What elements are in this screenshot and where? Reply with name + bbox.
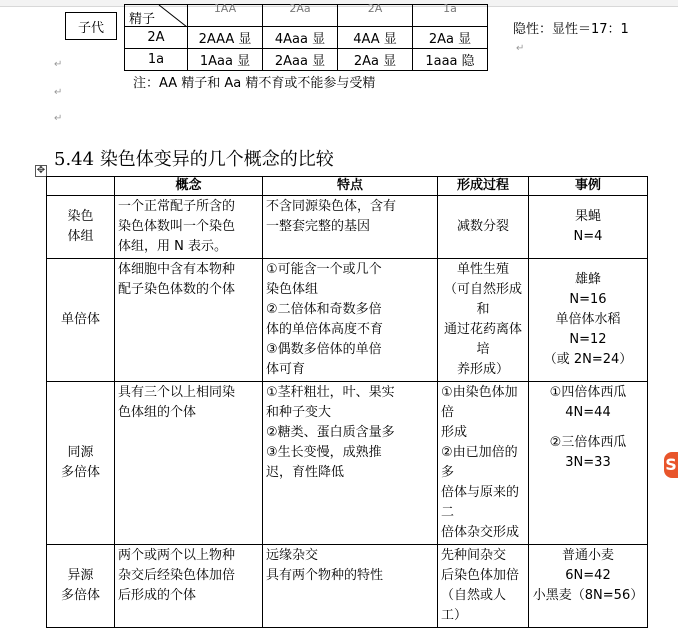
table-row [47, 259, 648, 382]
section-number: 5.44 [54, 149, 95, 170]
header-blank [47, 177, 115, 196]
section-heading [54, 145, 334, 171]
genotype-cell: 4Aaa 显 [263, 27, 338, 49]
table-row [47, 382, 648, 545]
concept-cell: 一个正常配子所含的 染色体数叫一个染色 体组，用 N 表示。 [115, 196, 263, 259]
genotype-cell: 2AAA 显 [188, 27, 263, 49]
sperm-header-1: 1AA [188, 5, 263, 27]
sperm-label: 精子 [129, 12, 156, 27]
genotype-cell: 1Aaa 显 [188, 49, 263, 71]
row-name-chromosome-set: 染色 体组 [47, 196, 115, 259]
feature-cell: ①可能含一个或几个 染色体组 ②二倍体和奇数多倍 体的单倍体高度不育 ③偶数多倍体的单倍 体可育 [263, 259, 438, 382]
feature-cell: ①茎秆粗壮，叶、果实 和种子变大 ②糖类、蛋白质含量多 ③生长变慢，成熟推 迟，育性降低 [263, 382, 438, 545]
corner-cell [125, 5, 188, 27]
genotype-cell: 1aaa 隐 [413, 49, 488, 71]
table-row [47, 196, 648, 259]
row-name-autopolyploid: 同源 多倍体 [47, 382, 115, 545]
process-cell: ①由染色体加倍 形成 ②由已加倍的多 倍体与原来的二 倍体杂交形成 [438, 382, 529, 545]
row-name-allopolyploid: 异源 多倍体 [47, 545, 115, 628]
example-cell: 雄蜂 N=16 单倍体水稻 N=12 （或 2N=24） [529, 259, 648, 382]
section-title: 染色体变异的几个概念的比较 [99, 149, 334, 170]
feature-cell: 远缘杂交 具有两个物种的特性 [263, 545, 438, 628]
paragraph-mark: ↵ [516, 43, 525, 54]
example-cell: ①四倍体西瓜 4N=44 ②三倍体西瓜 3N=33 [529, 382, 648, 545]
concept-cell: 两个或两个以上物种 杂交后经染色体加倍 后形成的个体 [115, 545, 263, 628]
note-text: 注：AA 精子和 Aa 精不育或不能参与受精 [133, 76, 376, 91]
example-cell: 果蝇 N=4 [529, 196, 648, 259]
egg-label: 1a [125, 49, 188, 71]
genotype-cell: 2Aaa 显 [263, 49, 338, 71]
header-process: 形成过程 [438, 177, 529, 196]
process-cell: 先种间杂交 后染色体加倍 （自然或人工） [438, 545, 529, 628]
genotype-row [125, 27, 488, 49]
header-example: 事例 [529, 177, 648, 196]
genotype-cell: 2Aa 显 [338, 49, 413, 71]
offspring-label: 子代 [65, 12, 117, 40]
side-app-logo-icon[interactable]: S [664, 452, 678, 478]
example-cell: 普通小麦 6N=42 小黑麦（8N=56） [529, 545, 648, 628]
paragraph-mark: ↵ [54, 87, 63, 98]
row-name-haploid: 单倍体 [47, 259, 115, 382]
paragraph-mark: ↵ [54, 59, 63, 70]
comparison-table [46, 176, 648, 628]
process-cell: 单性生殖 （可自然形成和 通过花药离体培 养形成） [438, 259, 529, 382]
table-move-handle-icon[interactable]: ✥ [36, 165, 46, 176]
process-cell: 减数分裂 [438, 196, 529, 259]
concept-cell: 体细胞中含有本物种 配子染色体数的个体 [115, 259, 263, 382]
genotype-cell: 2Aa 显 [413, 27, 488, 49]
diagonal-line [125, 5, 187, 27]
egg-label: 2A [125, 27, 188, 49]
genotype-table [124, 4, 488, 71]
header-concept: 概念 [115, 177, 263, 196]
concept-cell: 具有三个以上相同染 色体组的个体 [115, 382, 263, 545]
header-feature: 特点 [263, 177, 438, 196]
ratio-text: 隐性：显性＝17：1 [513, 22, 629, 37]
feature-cell: 不含同源染色体，含有 一整套完整的基因 [263, 196, 438, 259]
table-header-row [47, 177, 648, 196]
genotype-cell: 4AA 显 [338, 27, 413, 49]
sperm-header-3: 2A [338, 5, 413, 27]
sperm-header-4: 1a [413, 5, 488, 27]
sperm-header-2: 2Aa [263, 5, 338, 27]
paragraph-mark: ↵ [54, 113, 63, 124]
genotype-row [125, 49, 488, 71]
